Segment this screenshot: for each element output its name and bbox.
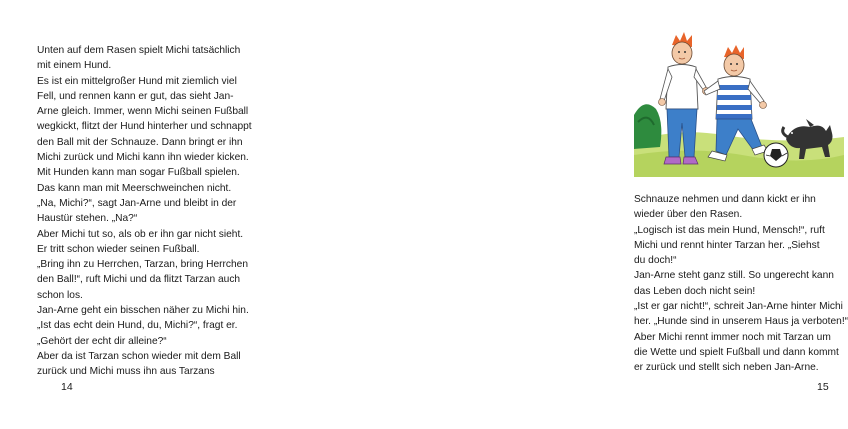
text-line: Das kann man mit Meerschweinchen nicht. <box>37 182 232 194</box>
text-line: Unten auf dem Rasen spielt Michi tatsächlich <box>37 45 241 56</box>
text-line: Es ist ein mittelgroßer Hund mit ziemlich viel <box>37 75 237 87</box>
text-line: Aber Michi rennt immer noch mit Tarzan um <box>634 331 831 343</box>
text-line: Aber Michi tut so, als ob er ihn gar nicht sieht. <box>37 228 244 240</box>
text-line: wegkickt, flitzt der Hund hinterher und schnappt <box>37 121 252 133</box>
text-line: „Na, Michi?“, sagt Jan-Arne und bleibt in der <box>37 197 237 209</box>
text-line: „Logisch ist das mein Hund, Mensch!“, ruft <box>634 224 825 236</box>
text-line: „Gehört der echt dir alleine?“ <box>37 335 167 347</box>
text-line: Fell, und rennen kann er gut, das sieht Jan- <box>37 90 234 102</box>
right-page <box>300 0 848 429</box>
text-line: Michi zurück und Michi kann ihn wieder kicken. <box>37 152 249 164</box>
text-line: „Ist das echt dein Hund, du, Michi?“, fragt er. <box>37 320 238 332</box>
page-number-left: 14 <box>61 381 73 393</box>
text-line: den Ball mit der Schnauze. Dann bringt er ihn <box>37 136 243 148</box>
football-shape <box>764 143 788 167</box>
text-line: her. „Hunde sind in unserem Haus ja verboten!“ <box>634 316 848 328</box>
text-line: schon los. <box>37 289 83 301</box>
text-line: wieder über den Rasen. <box>634 209 743 221</box>
left-page-text <box>37 43 252 380</box>
text-line: er zurück und stellt sich neben Jan-Arne. <box>634 362 819 374</box>
left-page <box>0 0 300 429</box>
text-line: Arne gleich. Immer, wenn Michi seinen Fußball <box>37 106 249 118</box>
text-line: Aber da ist Tarzan schon wieder mit dem Ball <box>37 350 241 362</box>
text-line: das Leben doch nicht sein! <box>634 285 756 297</box>
illustration-svg <box>634 27 844 177</box>
text-line: den Ball!“, ruft Michi und da flitzt Tarzan auch <box>37 274 241 286</box>
text-line: Schnauze nehmen und dann kickt er ihn <box>634 194 816 205</box>
text-line: „Bring ihn zu Herrchen, Tarzan, bring Herrchen <box>37 259 249 271</box>
page-number-right: 15 <box>817 381 829 393</box>
boys-playing-football-with-dog-illustration <box>634 27 844 177</box>
text-line: Mit Hunden kann man sogar Fußball spielen. <box>37 167 240 179</box>
bush-shape <box>634 104 661 149</box>
text-line: Er tritt schon wieder seinen Fußball. <box>37 243 200 255</box>
text-line: Haustür stehen. „Na?“ <box>37 213 138 225</box>
text-line: Jan-Arne geht ein bisschen näher zu Michi hin. <box>37 305 249 317</box>
right-page-text <box>634 192 848 376</box>
text-line: die Wette und spielt Fußball und dann kommt <box>634 346 839 358</box>
text-line: „Ist er gar nicht!“, schreit Jan-Arne hinter Michi <box>634 301 843 313</box>
text-line: Jan-Arne steht ganz still. So ungerecht kann <box>634 270 834 282</box>
text-line: Michi und rennt hinter Tarzan her. „Siehst <box>634 239 820 251</box>
text-line: zurück und Michi muss ihn aus Tarzans <box>37 366 215 378</box>
text-line: du doch!“ <box>634 255 677 267</box>
text-line: mit einem Hund. <box>37 60 112 72</box>
